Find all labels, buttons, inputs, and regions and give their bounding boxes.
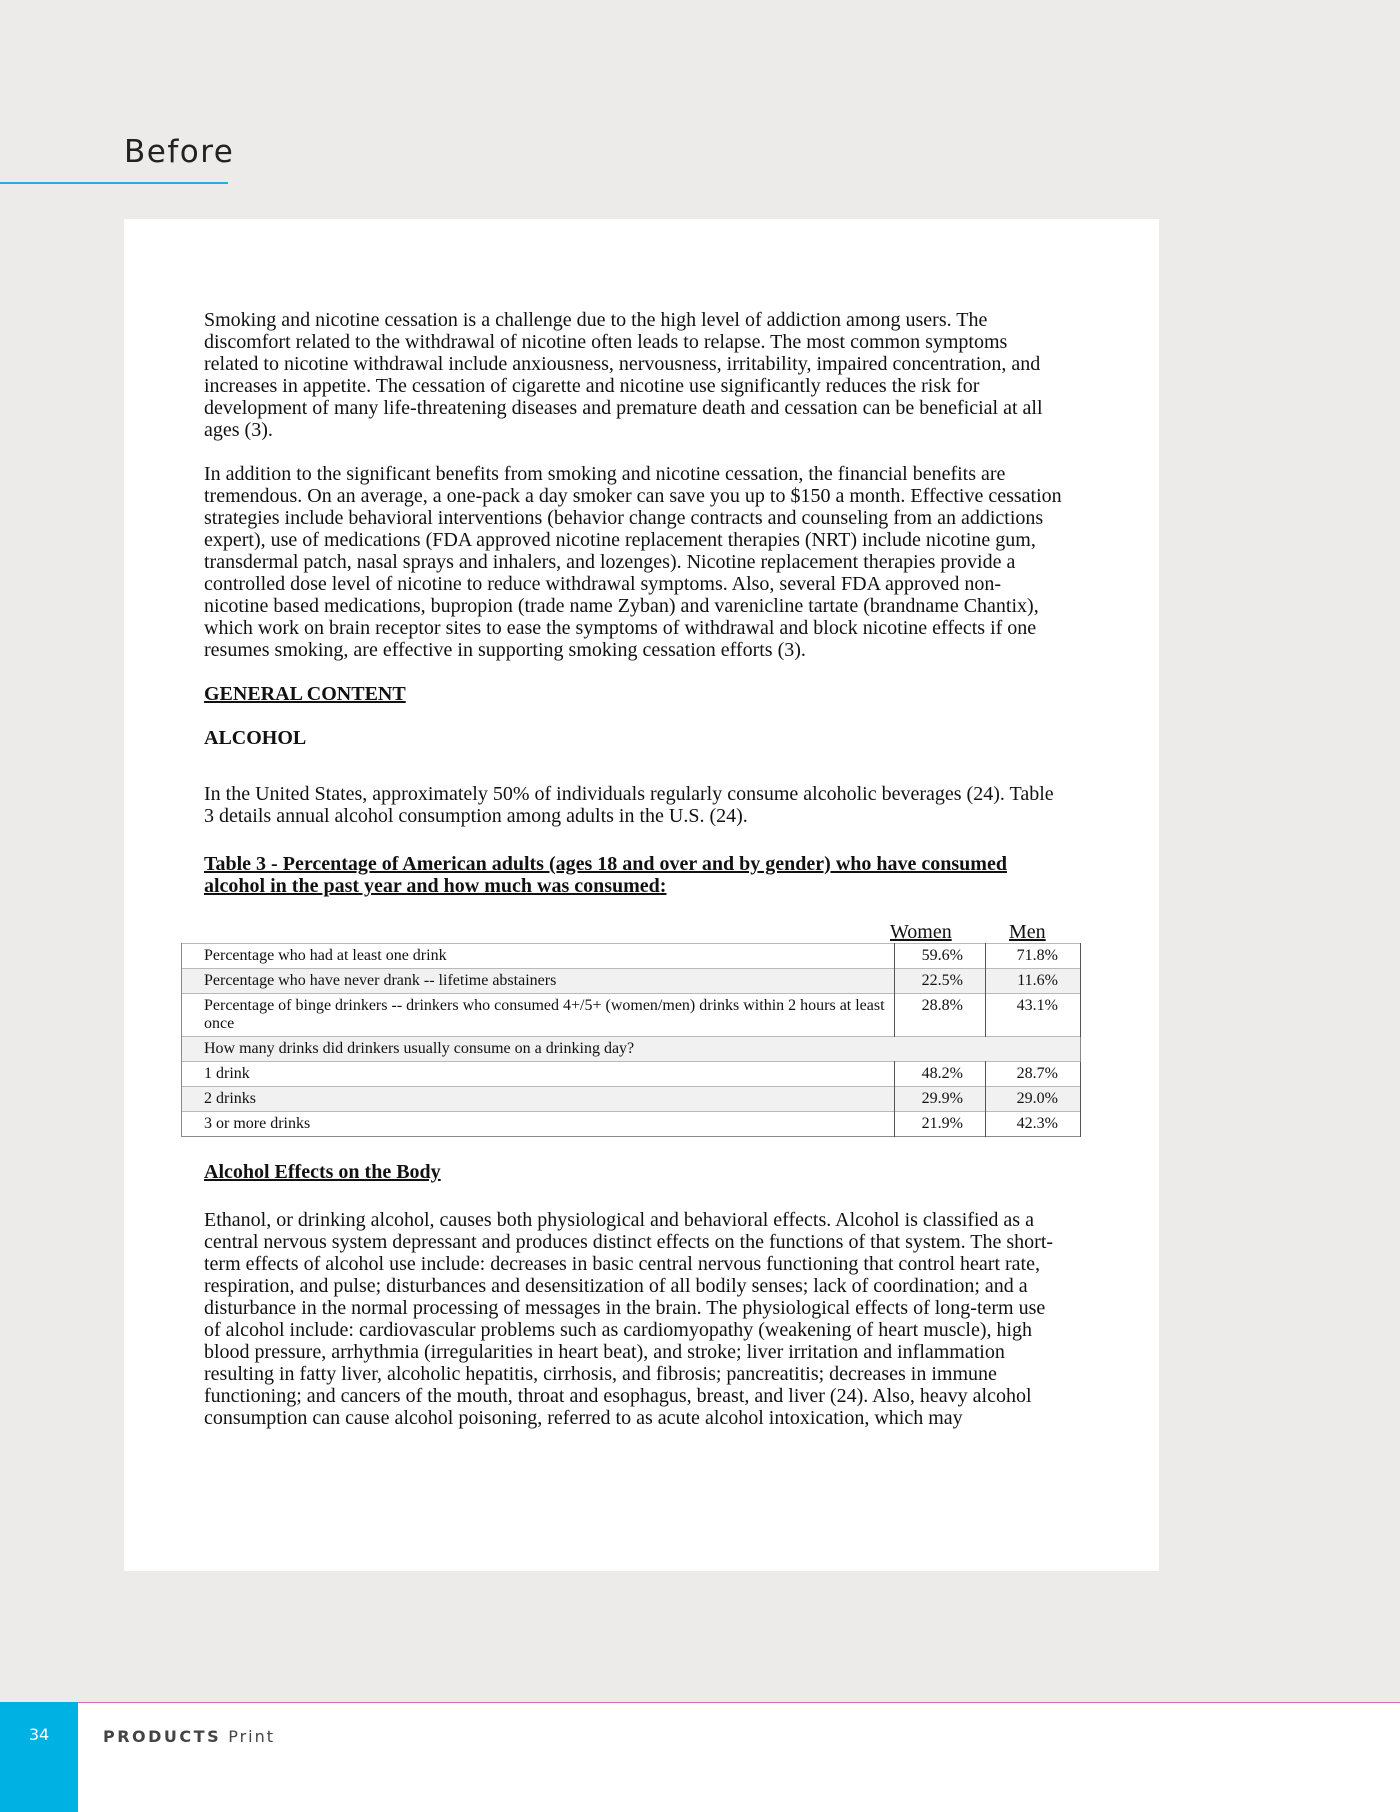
cell-women: 29.9% [895, 1087, 986, 1112]
footer-subsection: Print [228, 1727, 276, 1746]
page-number: 34 [28, 1725, 50, 1744]
row-label: 1 drink [182, 1062, 895, 1087]
table-row [182, 1037, 1081, 1062]
page-title: Before [124, 134, 235, 170]
table-row [182, 969, 1081, 994]
alcohol-consumption-table [181, 943, 1081, 1137]
cell-women: 21.9% [895, 1112, 986, 1137]
paragraph-financial-benefits: In addition to the significant benefits from smoking and nicotine cessation, the financial benefits are tremendous. On an average, a one-pack a day smoker can save you up to $150 a month. Effective cessation strategies include behavioral interventions (behavior change contracts and counseling from an addictions expert), use of medications (FDA approved nicotine replacement therapies (NRT) include nicotine gum, transdermal patch, nasal sprays and inhalers, and lozenges). Nicotine replacement therapies provide a controlled dose level of nicotine to reduce withdrawal symptoms. Also, several FDA approved non-nicotine based medications, bupropion (trade name Zyban) and varenicline tartate (brandname Chantix), which work on brain receptor sites to ease the symptoms of withdrawal and block nicotine effects if one resumes smoking, are effective in supporting smoking cessation efforts (3). [204, 463, 1062, 661]
table-row [182, 944, 1081, 969]
heading-alcohol-effects: Alcohol Effects on the Body [204, 1161, 441, 1183]
cell-men: 28.7% [986, 1062, 1081, 1087]
cell-men: 11.6% [986, 969, 1081, 994]
column-header-men: Men [1009, 921, 1046, 943]
row-label: Percentage of binge drinkers -- drinkers who consumed 4+/5+ (women/men) drinks within 2 hours at least once [182, 994, 895, 1037]
cell-women: 48.2% [895, 1062, 986, 1087]
table-title: Table 3 - Percentage of American adults (ages 18 and over and by gender) who have consumed alcohol in the past year and how much was consumed: [204, 853, 1007, 897]
row-label: How many drinks did drinkers usually consume on a drinking day? [182, 1037, 1081, 1062]
footer-bar [0, 1703, 1400, 1812]
row-label: Percentage who had at least one drink [182, 944, 895, 969]
title-underline [0, 182, 228, 184]
table-row [182, 1087, 1081, 1112]
document-content [204, 309, 1064, 1429]
footer-section: PRODUCTS [103, 1727, 222, 1746]
page-number-tab [0, 1702, 78, 1812]
cell-men: 43.1% [986, 994, 1081, 1037]
heading-general-content: GENERAL CONTENT [204, 683, 406, 705]
table-column-headers [204, 919, 1084, 943]
cell-women: 22.5% [895, 969, 986, 994]
row-label: 3 or more drinks [182, 1112, 895, 1137]
column-header-women: Women [890, 921, 952, 943]
table-row [182, 994, 1081, 1037]
paragraph-alcohol-intro: In the United States, approximately 50% of individuals regularly consume alcoholic beverages (24). Table 3 details annual alcohol consumption among adults in the U.S. (24). [204, 783, 1054, 827]
cell-men: 29.0% [986, 1087, 1081, 1112]
cell-women: 28.8% [895, 994, 986, 1037]
cell-men: 71.8% [986, 944, 1081, 969]
document-page [124, 219, 1159, 1571]
paragraph-alcohol-effects: Ethanol, or drinking alcohol, causes both physiological and behavioral effects. Alcohol is classified as a central nervous system depressant and produces distinct effects on the functions of that system. The short-term effects of alcohol use include: decreases in basic central nervous functioning that control heart rate, respiration, and pulse; disturbances and desensitization of all bodily senses; lack of coordination; and a disturbance in the normal processing of messages in the brain. The physiological effects of long-term use of alcohol include: cardiovascular problems such as cardiomyopathy (weakening of heart muscle), high blood pressure, arrhythmia (irregularities in heart beat), and stroke; liver irritation and inflammation resulting in fatty liver, alcoholic hepatitis, cirrhosis, and fibrosis; pancreatitis; decreases in immune functioning; and cancers of the mouth, throat and esophagus, breast, and liver (24). Also, heavy alcohol consumption can cause alcohol poisoning, referred to as acute alcohol intoxication, which may [204, 1209, 1054, 1429]
row-label: 2 drinks [182, 1087, 895, 1112]
heading-alcohol: ALCOHOL [204, 727, 307, 749]
cell-men: 42.3% [986, 1112, 1081, 1137]
footer-divider [0, 1702, 1400, 1703]
cell-women: 59.6% [895, 944, 986, 969]
table-row [182, 1062, 1081, 1087]
table-row [182, 1112, 1081, 1137]
footer-section-label [103, 1727, 275, 1746]
row-label: Percentage who have never drank -- lifetime abstainers [182, 969, 895, 994]
paragraph-smoking-cessation: Smoking and nicotine cessation is a challenge due to the high level of addiction among users. The discomfort related to the withdrawal of nicotine often leads to relapse. The most common symptoms related to nicotine withdrawal include anxiousness, nervousness, irritability, impaired concentration, and increases in appetite. The cessation of cigarette and nicotine use significantly reduces the risk for development of many life-threatening diseases and premature death and cessation can be beneficial at all ages (3). [204, 309, 1043, 441]
